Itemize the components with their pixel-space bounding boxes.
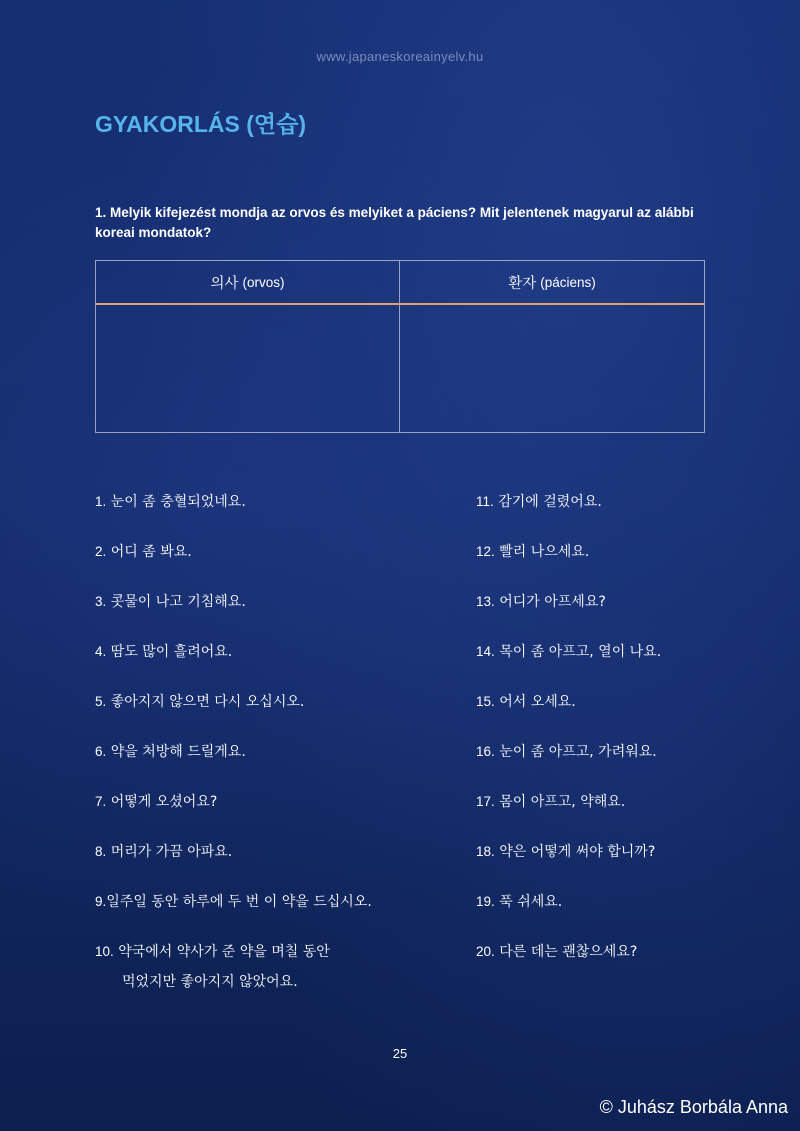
- sentence-text: 몸이 아프고, 약해요.: [499, 794, 626, 810]
- sentence-item: [476, 942, 637, 962]
- table-header-patient: [400, 261, 704, 305]
- sentence-text: 머리가 가끔 아파요.: [110, 844, 233, 860]
- sentence-item: [476, 592, 606, 612]
- sentence-number: 16.: [476, 744, 495, 759]
- table-header-doctor: [96, 261, 400, 305]
- sentence-text: 일주일 동안 하루에 두 번 이 약을 드십시오.: [106, 894, 372, 910]
- page-number: 25: [392, 1046, 408, 1061]
- site-url[interactable]: www.japaneskoreainyelv.hu: [316, 49, 484, 64]
- sentence-text: 어서 오세요.: [499, 694, 576, 710]
- sentence-item: [476, 792, 625, 812]
- sentence-text-continued: 먹었지만 좋아지지 않았어요.: [122, 974, 298, 990]
- sentence-number: 6.: [95, 744, 107, 759]
- sentence-item: [95, 842, 232, 862]
- sentence-text: 어디 좀 봐요.: [110, 544, 192, 560]
- sentence-item: [95, 542, 192, 562]
- sentence-number: 19.: [476, 894, 495, 909]
- sentence-number: 4.: [95, 644, 107, 659]
- doctor-label-ko: 의사: [210, 275, 239, 292]
- sentence-item: [476, 542, 589, 562]
- sentence-text: 눈이 좀 충혈되었네요.: [110, 494, 246, 510]
- sentence-text: 어떻게 오셨어요?: [110, 794, 218, 810]
- sentence-item: [476, 842, 655, 862]
- sentence-number: 17.: [476, 794, 495, 809]
- sentence-number: 12.: [476, 544, 495, 559]
- sentence-text: 빨리 나으세요.: [499, 544, 590, 560]
- sentence-item: [95, 792, 217, 812]
- sentence-number: 11.: [476, 494, 494, 509]
- sentence-number: 9.: [95, 894, 107, 909]
- sentence-item: [476, 892, 562, 912]
- sentence-item: [476, 742, 657, 762]
- exercise-question: 1. Melyik kifejezést mondja az orvos és melyiket a páciens? Mit jelentenek magyarul az alábbi koreai mondatok?: [95, 205, 694, 240]
- sentence-number: 2.: [95, 544, 107, 559]
- patient-answer-cell[interactable]: [400, 305, 704, 432]
- sentence-text: 다른 데는 괜찮으세요?: [499, 944, 638, 960]
- sentence-number: 3.: [95, 594, 107, 609]
- sentence-number: 1.: [95, 494, 107, 509]
- sentence-number: 13.: [476, 594, 495, 609]
- sentence-text: 약국에서 약사가 준 약을 며칠 동안: [118, 944, 330, 960]
- sentence-item: [476, 642, 661, 662]
- sentence-item: [95, 942, 330, 992]
- answer-table: [95, 260, 705, 433]
- sentence-text: 콧물이 나고 기침해요.: [110, 594, 246, 610]
- sentence-number: 14.: [476, 644, 495, 659]
- doctor-answer-cell[interactable]: [96, 305, 400, 432]
- sentence-text: 약은 어떻게 써야 합니까?: [499, 844, 656, 860]
- sentence-item: [476, 692, 576, 712]
- sentence-item: [95, 492, 246, 512]
- sentence-number: 8.: [95, 844, 107, 859]
- sentence-text: 좋아지지 않으면 다시 오십시오.: [110, 694, 305, 710]
- patient-label-hu: (páciens): [540, 274, 596, 290]
- doctor-label-hu: (orvos): [242, 274, 285, 290]
- sentence-text: 목이 좀 아프고, 열이 나요.: [499, 644, 662, 660]
- sentence-item: [95, 642, 232, 662]
- sentence-item: [476, 492, 602, 512]
- sentence-number: 5.: [95, 694, 107, 709]
- sentence-item: [95, 742, 246, 762]
- sentence-item: [95, 692, 304, 712]
- sentence-text: 땀도 많이 흘려어요.: [110, 644, 233, 660]
- sentence-number: 10.: [95, 944, 114, 959]
- sentence-number: 18.: [476, 844, 495, 859]
- patient-label-ko: 환자: [508, 275, 537, 292]
- copyright-notice: © Juhász Borbála Anna: [599, 1097, 788, 1117]
- sentence-text: 어디가 아프세요?: [499, 594, 606, 610]
- sentence-item: [95, 892, 372, 912]
- sentence-number: 15.: [476, 694, 495, 709]
- sentence-item: [95, 592, 246, 612]
- sentence-text: 눈이 좀 아프고, 가려워요.: [499, 744, 657, 760]
- sentence-number: 20.: [476, 944, 495, 959]
- page-title: GYAKORLÁS (연습): [95, 111, 306, 137]
- sentence-text: 감기에 걸렸어요.: [498, 494, 602, 510]
- sentence-text: 약을 처방해 드릴게요.: [110, 744, 246, 760]
- sentence-text: 푹 쉬세요.: [499, 894, 563, 910]
- sentence-number: 7.: [95, 794, 107, 809]
